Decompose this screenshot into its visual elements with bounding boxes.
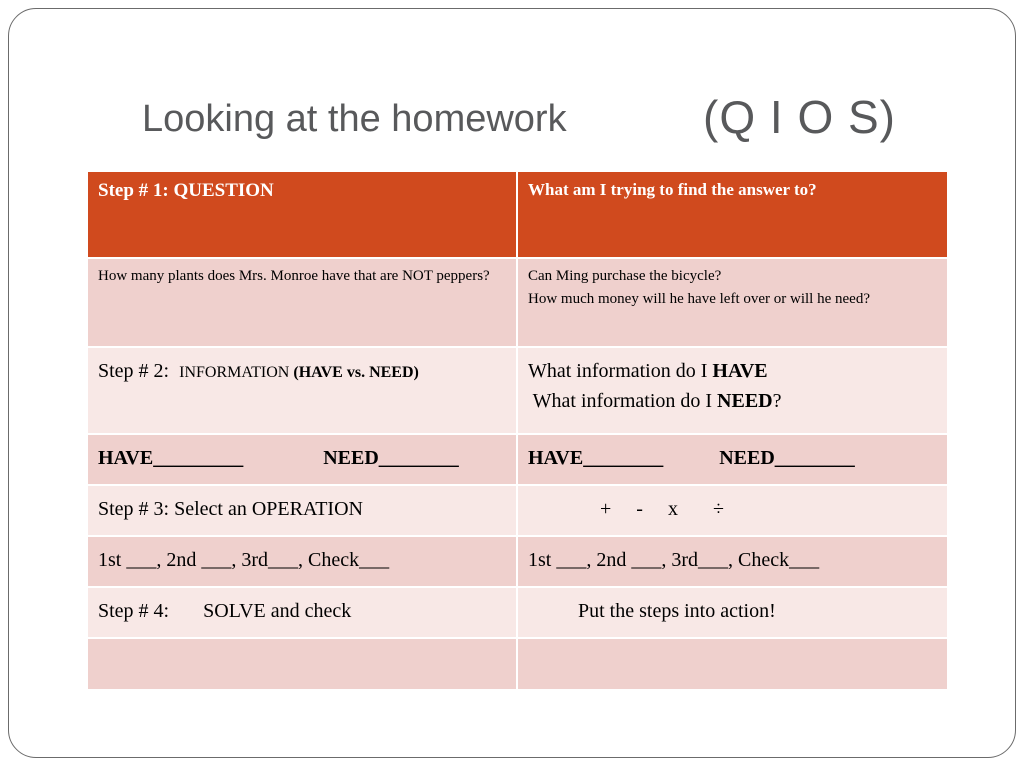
order-blanks-right: 1st ___, 2nd ___, 3rd___, Check___	[528, 549, 820, 571]
table-row-question-examples	[87, 258, 948, 347]
step2-have-line	[528, 356, 937, 386]
have-blank-left: HAVE_________	[98, 447, 244, 469]
step2-need-word: NEED	[717, 390, 773, 412]
step2-have-word: HAVE	[712, 360, 768, 382]
question-example-right	[517, 258, 948, 347]
step4-label-cell	[87, 587, 517, 638]
header-question-cell	[517, 171, 948, 258]
operations-cell	[517, 485, 948, 536]
header-step1-cell	[87, 171, 517, 258]
have-blank-right: HAVE________	[528, 447, 664, 469]
step2-desc-cell	[517, 347, 948, 434]
need-blank-left: NEED________	[323, 447, 459, 469]
need-blank-right: NEED________	[719, 447, 855, 469]
step2-need-line	[528, 386, 937, 416]
step4-solve: SOLVE and check	[203, 600, 352, 622]
operation-symbols: + - x ÷	[600, 498, 724, 520]
step2-label-cell	[87, 347, 517, 434]
header-question-text: What am I trying to find the answer to?	[528, 180, 817, 199]
table-row-have-need	[87, 434, 948, 485]
question-example-ming-1: Can Ming purchase the bicycle?	[528, 268, 722, 284]
table-row-empty	[87, 638, 948, 690]
slide-title	[142, 92, 942, 152]
empty-right-cell	[517, 638, 948, 690]
table-row-step3	[87, 485, 948, 536]
step3-text: Step # 3: Select an OPERATION	[98, 498, 363, 520]
qios-table	[86, 170, 949, 691]
table-row-header	[87, 171, 948, 258]
step4-action: Put the steps into action!	[578, 600, 776, 622]
step2-need-suffix: ?	[772, 390, 782, 412]
title-text: Looking at the homework	[142, 98, 567, 140]
table-row-step2	[87, 347, 948, 434]
step2-have-vs-need: (HAVE vs. NEED)	[293, 364, 419, 381]
order-left-cell	[87, 536, 517, 587]
step2-information: INFORMATION	[179, 364, 294, 381]
step3-label-cell	[87, 485, 517, 536]
question-example-left	[87, 258, 517, 347]
question-example-monroe: How many plants does Mrs. Monroe have that are NOT peppers?	[98, 268, 490, 284]
question-example-ming-2: How much money will he have left over or will he need?	[528, 291, 870, 307]
empty-left-cell	[87, 638, 517, 690]
step2-have-prefix: What information do I	[528, 360, 713, 382]
step4-desc-cell	[517, 587, 948, 638]
step4-prefix: Step # 4:	[98, 600, 170, 622]
order-right-cell	[517, 536, 948, 587]
step2-need-prefix: What information do I	[528, 390, 718, 412]
title-acronym: (Q I O S)	[703, 91, 896, 143]
step2-prefix: Step # 2:	[98, 360, 180, 382]
table-row-step4	[87, 587, 948, 638]
table-row-order	[87, 536, 948, 587]
header-step1-text: Step # 1: QUESTION	[98, 180, 274, 201]
have-need-right-cell	[517, 434, 948, 485]
order-blanks-left: 1st ___, 2nd ___, 3rd___, Check___	[98, 549, 390, 571]
have-need-left-cell	[87, 434, 517, 485]
